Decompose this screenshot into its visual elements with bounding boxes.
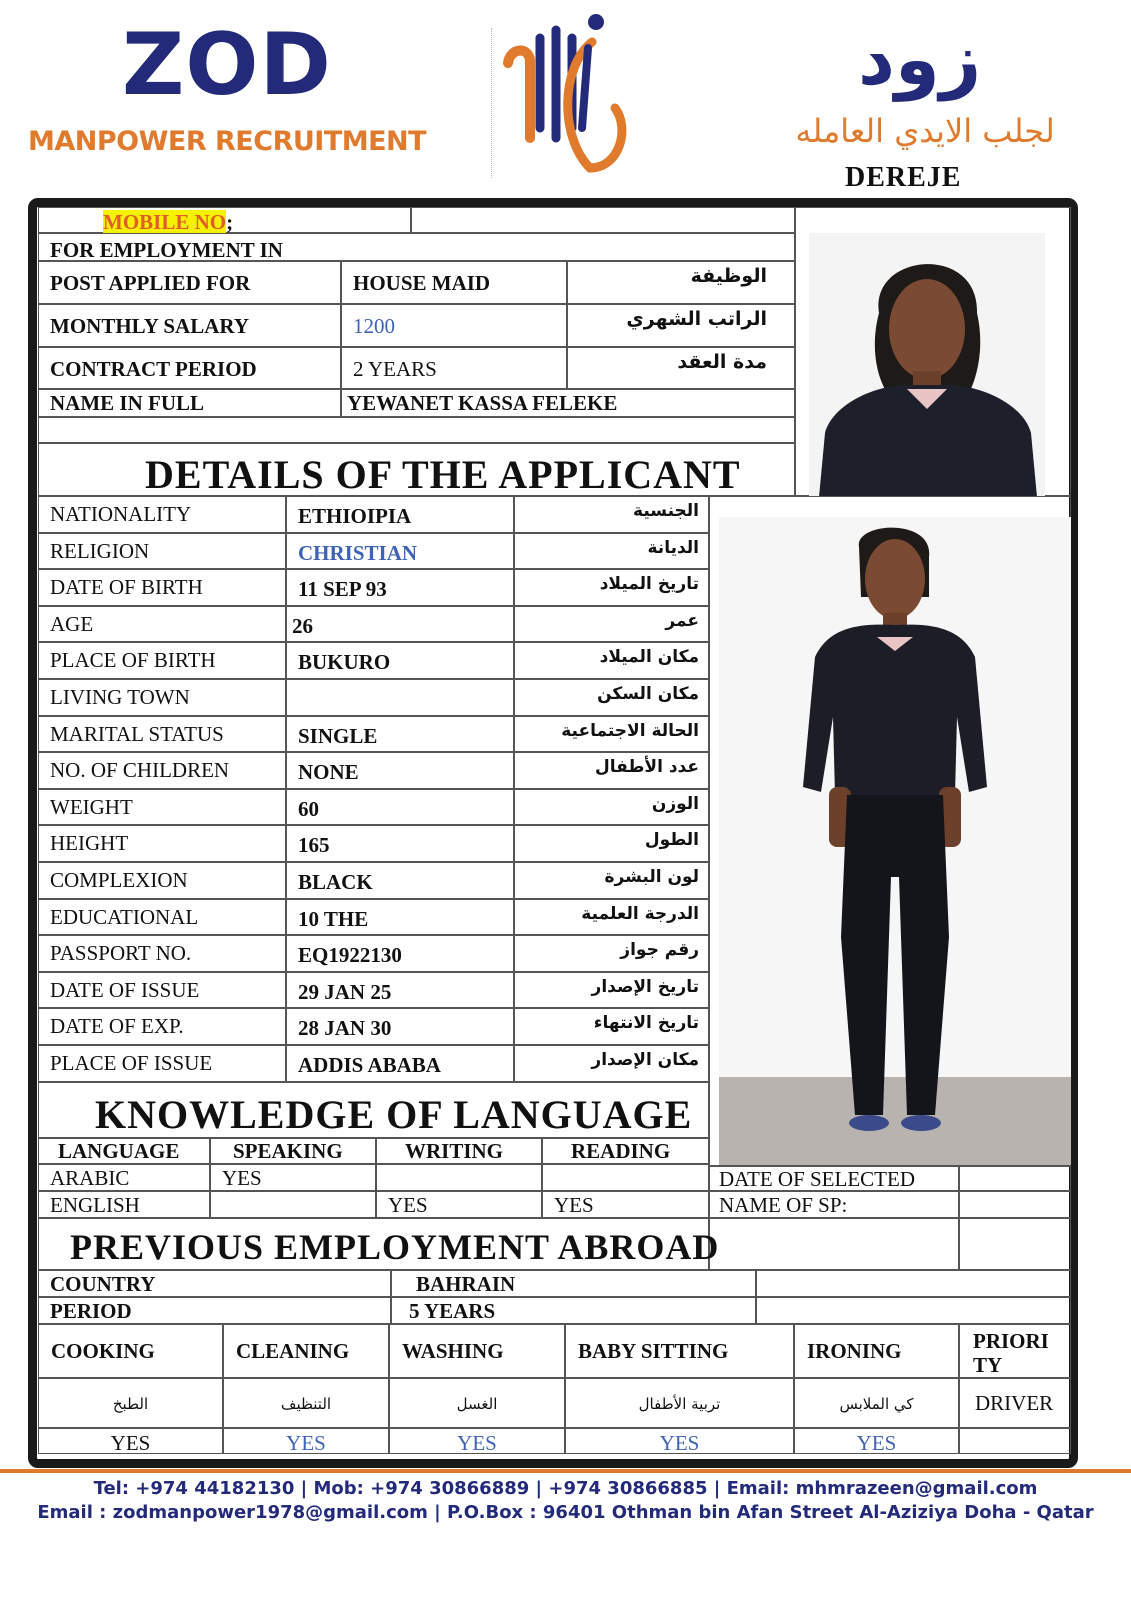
company-name-arabic: زود [858, 17, 982, 101]
details-arabic: مكان الإصدار [591, 1050, 699, 1070]
details-label: AGE [50, 611, 94, 636]
lang-row1-cell-4 [542, 1164, 709, 1191]
lang-arabic-speaking: YES [222, 1166, 262, 1190]
details-arabic: الطول [644, 830, 699, 851]
details-title: DETAILS OF THE APPLICANT [145, 452, 741, 497]
details-value: 29 JAN 25 [298, 979, 392, 1004]
skill-arabic: كي الملابس [839, 1395, 914, 1413]
mobile-label: MOBILE NO [103, 210, 227, 234]
name-label: NAME IN FULL [50, 391, 205, 415]
skill-header: IRONING [807, 1339, 902, 1363]
sponsor-label: NAME OF SP: [719, 1193, 848, 1217]
details-arabic: مكان السكن [597, 684, 699, 704]
language-title: KNOWLEDGE OF LANGUAGE [95, 1092, 693, 1137]
salary-arabic: الراتب الشهري [626, 308, 767, 330]
details-cell [286, 606, 514, 643]
priority-label-2: TY [973, 1353, 1003, 1377]
date-selected-value-cell [959, 1166, 1071, 1191]
applicant-portrait-photo [809, 233, 1045, 497]
details-value: ADDIS ABABA [298, 1053, 441, 1077]
footer-divider [0, 1469, 1131, 1473]
details-arabic: الديانة [647, 537, 699, 558]
details-value: 26 [292, 613, 313, 638]
lang-row2-cell-2 [210, 1191, 376, 1218]
details-cell [286, 679, 514, 716]
skill-value: YES [659, 1431, 700, 1455]
lang-header-speaking: SPEAKING [233, 1139, 343, 1163]
details-value: 28 JAN 30 [298, 1016, 392, 1041]
side-blank-cell-2 [959, 1218, 1071, 1270]
period-label: PERIOD [50, 1299, 132, 1323]
company-logo-icon [500, 8, 640, 178]
skill-value: YES [457, 1431, 497, 1455]
details-arabic: تاريخ الميلاد [599, 574, 699, 595]
details-arabic: مكان الميلاد [599, 647, 699, 668]
company-name: ZOD [122, 15, 332, 115]
applicant-fullbody-photo [719, 517, 1071, 1165]
post-applied-value: HOUSE MAID [353, 271, 491, 295]
details-value: BUKURO [298, 650, 391, 675]
details-arabic: الدرجة العلمية [581, 903, 699, 924]
lang-header-writing: WRITING [405, 1139, 504, 1163]
spacer-row [38, 417, 795, 443]
period-value: 5 YEARS [409, 1299, 496, 1323]
skill-arabic: الطبخ [112, 1395, 149, 1413]
details-arabic: رقم جواز [620, 940, 699, 961]
details-arabic: تاريخ الإصدار [591, 976, 699, 997]
sponsor-value-cell [959, 1191, 1071, 1218]
salary-value: 1200 [353, 314, 395, 338]
footer-contact-line-2: Email : zodmanpower1978@gmail.com | P.O.Box : 96401 Othman bin Afan Street Al-Aziziya Doha - Qatar [37, 1502, 1094, 1523]
details-value: 11 SEP 93 [298, 577, 387, 602]
details-arabic: عدد الأطفال [595, 757, 699, 778]
lang-row-arabic: ARABIC [50, 1166, 130, 1190]
name-value: YEWANET KASSA FELEKE [347, 391, 618, 415]
details-arabic: عمر [665, 610, 699, 631]
details-value: SINGLE [298, 723, 378, 748]
post-applied-label: POST APPLIED FOR [50, 271, 251, 295]
salary-label: MONTHLY SALARY [50, 314, 249, 338]
details-label: COMPLEXION [50, 868, 188, 892]
lang-header-language: LANGUAGE [58, 1139, 180, 1163]
skill-arabic: الغسل [456, 1395, 498, 1413]
contract-arabic: مدة العقد [677, 351, 767, 373]
details-value: 60 [298, 796, 319, 821]
skill-arabic: تربية الأطفال [638, 1395, 721, 1413]
period-extra-cell [756, 1297, 1071, 1324]
details-label: MARITAL STATUS [50, 721, 224, 746]
side-blank-cell [709, 1218, 959, 1270]
mobile-value-cell [411, 207, 795, 233]
details-cell [286, 789, 514, 826]
details-label: PLACE OF BIRTH [50, 648, 216, 673]
skill-header: CLEANING [236, 1339, 350, 1363]
date-selected-label: DATE OF SELECTED [719, 1167, 915, 1191]
details-arabic: الحالة الاجتماعية [561, 720, 699, 741]
footer-contact-line-1: Tel: +974 44182130 | Mob: +974 30866889 | +974 30866885 | Email: mhmrazeen@gmail.com [93, 1478, 1038, 1499]
country-value: BAHRAIN [416, 1272, 516, 1296]
contract-value: 2 YEARS [353, 357, 437, 381]
skill-value: YES [286, 1431, 326, 1455]
company-subtitle: MANPOWER RECRUITMENT [28, 126, 427, 157]
details-value: CHRISTIAN [298, 540, 418, 565]
details-label: NO. OF CHILDREN [50, 758, 230, 783]
country-extra-cell [756, 1270, 1071, 1297]
details-label: EDUCATIONAL [50, 904, 199, 929]
letterhead [0, 0, 1131, 200]
priority-label-1: PRIORI [973, 1329, 1049, 1353]
details-arabic: الوزن [651, 793, 699, 814]
details-label: PLACE OF ISSUE [50, 1051, 213, 1075]
details-label: WEIGHT [50, 794, 133, 819]
details-arabic: تاريخ الانتهاء [593, 1013, 699, 1034]
mobile-suffix: ; [226, 210, 234, 234]
details-value: 165 [298, 833, 330, 858]
employment-label: FOR EMPLOYMENT IN [50, 238, 283, 262]
details-label: DATE OF ISSUE [50, 977, 200, 1002]
details-value: ETHIOIPIA [298, 504, 412, 528]
details-label: RELIGION [50, 538, 150, 563]
skill-arabic: التنظيف [280, 1395, 332, 1413]
lang-english-writing: YES [388, 1193, 428, 1217]
skill-value: YES [110, 1431, 151, 1455]
lang-row-english: ENGLISH [50, 1193, 140, 1217]
lang-header-reading: READING [571, 1139, 671, 1163]
details-value: NONE [298, 760, 359, 785]
company-subtitle-arabic: لجلب الايدي العامله [795, 112, 1055, 150]
skill-header: COOKING [51, 1339, 155, 1363]
details-label: DATE OF BIRTH [50, 575, 203, 600]
header-divider [491, 28, 492, 178]
details-value: 10 THE [298, 906, 369, 931]
skill-header: WASHING [402, 1339, 504, 1363]
details-label: HEIGHT [50, 831, 129, 856]
details-label: NATIONALITY [50, 502, 192, 526]
country-label: COUNTRY [50, 1272, 156, 1296]
prev-employment-title: PREVIOUS EMPLOYMENT ABROAD [70, 1227, 720, 1267]
details-label: PASSPORT NO. [50, 941, 192, 966]
skill-value: YES [856, 1431, 897, 1455]
lang-row1-cell-3 [376, 1164, 542, 1191]
contract-label: CONTRACT PERIOD [50, 357, 257, 381]
details-arabic: لون البشرة [604, 867, 699, 887]
details-label: LIVING TOWN [50, 685, 190, 709]
details-value: EQ1922130 [298, 943, 402, 968]
details-value: BLACK [298, 870, 373, 894]
details-label: DATE OF EXP. [50, 1014, 184, 1039]
priority-blank-cell [959, 1428, 1071, 1454]
skill-header: BABY SITTING [578, 1339, 729, 1363]
agent-name: DEREJE [845, 162, 962, 193]
post-applied-arabic: الوظيفة [690, 265, 767, 287]
priority-value: DRIVER [975, 1391, 1054, 1415]
lang-english-reading: YES [554, 1193, 594, 1217]
details-arabic: الجنسية [633, 501, 699, 521]
application-form [28, 198, 1078, 1468]
